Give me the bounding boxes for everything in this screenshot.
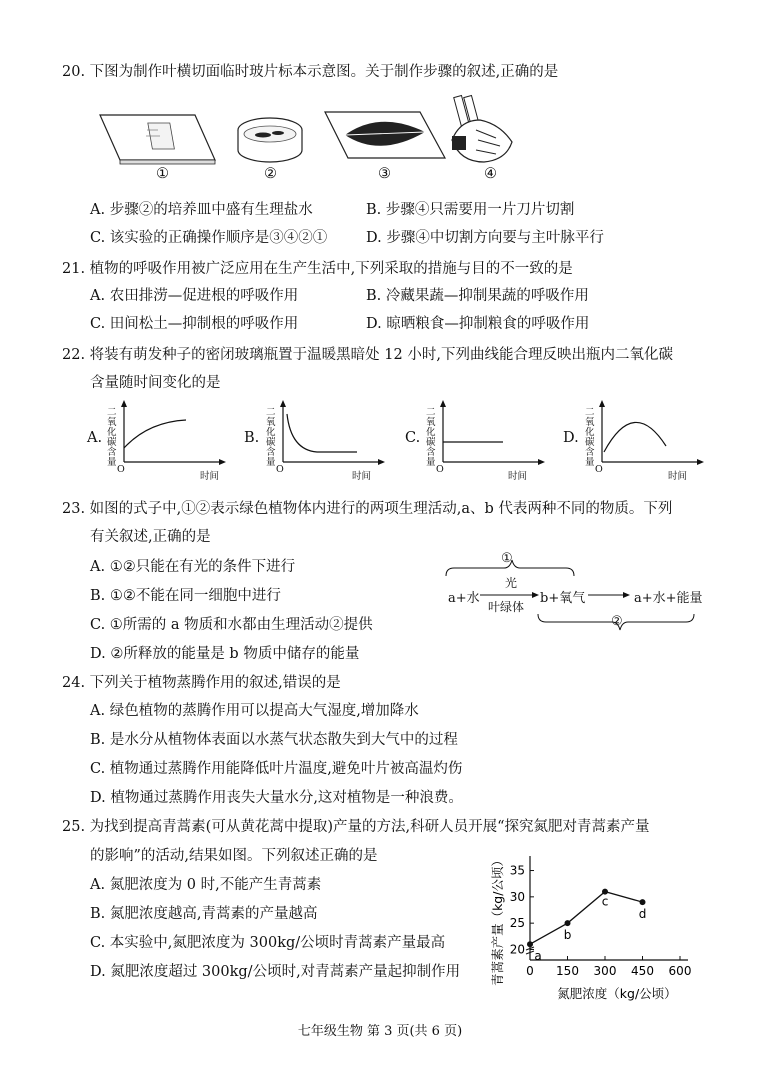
point-label: c <box>601 894 609 909</box>
slide-illustration <box>100 115 215 164</box>
diagram-light-label: 光 <box>505 576 518 590</box>
graph-b-ylabel: 二氧化碳含量 <box>266 407 276 468</box>
x-tick-label: 450 <box>631 964 654 978</box>
diagram-chloroplast-label: 叶绿体 <box>488 600 525 614</box>
q21-stem: 21. 植物的呼吸作用被广泛应用在生产生活中,下列采取的措施与目的不一致的是 <box>62 261 573 277</box>
y-tick-label: 25 <box>509 916 525 931</box>
q25-line-chart <box>480 838 720 1008</box>
q20-option-d: D. 步骤④中切割方向要与主叶脉平行 <box>366 230 604 246</box>
diagram-final-products: a+水+能量 <box>634 591 703 606</box>
fig-label-3: ③ <box>378 166 391 182</box>
q20-option-a: A. 步骤②的培养皿中盛有生理盐水 <box>90 202 313 218</box>
graph-a <box>118 400 228 470</box>
q21-option-a: A. 农田排涝—促进根的呼吸作用 <box>90 288 299 304</box>
q23-stem-line1: 23. 如图的式子中,①②表示绿色植物体内进行的两项生理活动,a、b 代表两种不同的物质。下列 <box>62 501 673 517</box>
fig-label-4: ④ <box>484 166 497 182</box>
process-1-label: ① <box>501 551 513 566</box>
q23-option-b: B. ①②不能在同一细胞中进行 <box>90 588 281 604</box>
graph-c-letter: C. <box>405 430 421 446</box>
q23-option-a: A. ①②只能在有光的条件下进行 <box>90 559 296 575</box>
q21-option-c: C. 田间松土—抑制根的呼吸作用 <box>90 316 299 332</box>
q25-option-a: A. 氮肥浓度为 0 时,不能产生青蒿素 <box>90 877 322 893</box>
diagram-reactants: a+水 <box>448 591 480 606</box>
graph-a-ylabel: 二氧化碳含量 <box>107 407 117 468</box>
series-line <box>530 892 643 945</box>
point-label: b <box>563 928 572 943</box>
leaf-illustration <box>325 112 445 158</box>
graph-a-letter: A. <box>87 430 103 446</box>
q24-option-c: C. 植物通过蒸腾作用能降低叶片温度,避免叶片被高温灼伤 <box>90 761 463 777</box>
data-point <box>565 920 571 926</box>
graph-d-xlabel: 时间 <box>668 471 688 482</box>
y-tick-label: 20 <box>509 942 525 957</box>
q21-option-d: D. 晾晒粮食—抑制粮食的呼吸作用 <box>366 316 590 332</box>
q25-stem-line2: 的影响”的活动,结果如图。下列叙述正确的是 <box>90 848 378 864</box>
q24-option-a: A. 绿色植物的蒸腾作用可以提高大气湿度,增加降水 <box>90 703 419 719</box>
data-point <box>640 899 646 905</box>
q20-figure <box>80 90 520 190</box>
data-point <box>527 941 533 947</box>
q25-option-d: D. 氮肥浓度超过 300kg/公顷时,对青蒿素产量起抑制作用 <box>90 964 461 980</box>
x-axis-label: 氮肥浓度（kg/公顷） <box>557 986 677 1001</box>
graph-a-xlabel: 时间 <box>200 471 220 482</box>
graph-b <box>277 400 387 470</box>
petri-dish-illustration <box>238 118 302 162</box>
x-tick-label: 0 <box>526 964 534 978</box>
graph-d-origin: O <box>595 464 603 475</box>
y-axis-label: 青蒿素产量（kg/公顷） <box>490 854 505 986</box>
x-tick-label: 600 <box>668 964 692 978</box>
q25-option-b: B. 氮肥浓度越高,青蒿素的产量越高 <box>90 906 318 922</box>
q20-stem: 20. 下图为制作叶横切面临时玻片标本示意图。关于制作步骤的叙述,正确的是 <box>62 64 559 80</box>
graph-b-origin: O <box>276 464 284 475</box>
graph-b-xlabel: 时间 <box>352 471 372 482</box>
graph-d-letter: D. <box>563 430 579 446</box>
x-tick-label: 300 <box>593 964 617 978</box>
y-tick-label: 35 <box>509 863 525 878</box>
x-tick-label: 150 <box>556 964 579 978</box>
q22-stem-line1: 22. 将装有萌发种子的密闭玻璃瓶置于温暖黑暗处 12 小时,下列曲线能合理反映出瓶内二氧化碳 <box>62 347 673 363</box>
graph-b-letter: B. <box>244 430 260 446</box>
page-footer: 七年级生物 第 3 页(共 6 页) <box>297 1024 463 1039</box>
q23-option-d: D. ②所释放的能量是 b 物质中储存的能量 <box>90 646 360 662</box>
q20-option-c: C. 该实验的正确操作顺序是③④②① <box>90 230 328 246</box>
q24-option-b: B. 是水分从植物体表面以水蒸气状态散失到大气中的过程 <box>90 732 458 748</box>
graph-a-origin: O <box>117 464 125 475</box>
graph-c <box>437 400 547 470</box>
q25-stem-line1: 25. 为找到提高青蒿素(可从黄花蒿中提取)产量的方法,科研人员开展“探究氮肥对青蒿素产量 <box>62 819 650 835</box>
y-tick-label: 30 <box>509 889 525 904</box>
q24-stem: 24. 下列关于植物蒸腾作用的叙述,错误的是 <box>62 675 341 691</box>
graph-c-ylabel: 二氧化碳含量 <box>426 407 436 468</box>
q23-option-c: C. ①所需的 a 物质和水都由生理活动②提供 <box>90 617 373 633</box>
graph-d-ylabel: 二氧化碳含量 <box>585 407 595 468</box>
q20-option-b: B. 步骤④只需要用一片刀片切割 <box>366 202 575 218</box>
fig-label-2: ② <box>264 166 277 182</box>
fig-label-1: ① <box>156 166 169 182</box>
q24-option-d: D. 植物通过蒸腾作用丧失大量水分,这对植物是一种浪费。 <box>90 790 463 806</box>
process-2-label: ② <box>611 614 623 629</box>
graph-d <box>596 400 706 470</box>
graph-c-origin: O <box>436 464 444 475</box>
q25-option-c: C. 本实验中,氮肥浓度为 300kg/公顷时青蒿素产量最高 <box>90 935 446 951</box>
q23-stem-line2: 有关叙述,正确的是 <box>90 529 211 545</box>
blade-illustration <box>452 96 512 162</box>
diagram-middle-products: b+氧气 <box>540 591 586 606</box>
point-label: d <box>638 907 647 922</box>
q21-option-b: B. 冷藏果蔬—抑制果蔬的呼吸作用 <box>366 288 589 304</box>
q22-stem-line2: 含量随时间变化的是 <box>90 375 221 391</box>
point-label: a <box>534 949 542 964</box>
graph-c-xlabel: 时间 <box>508 471 528 482</box>
